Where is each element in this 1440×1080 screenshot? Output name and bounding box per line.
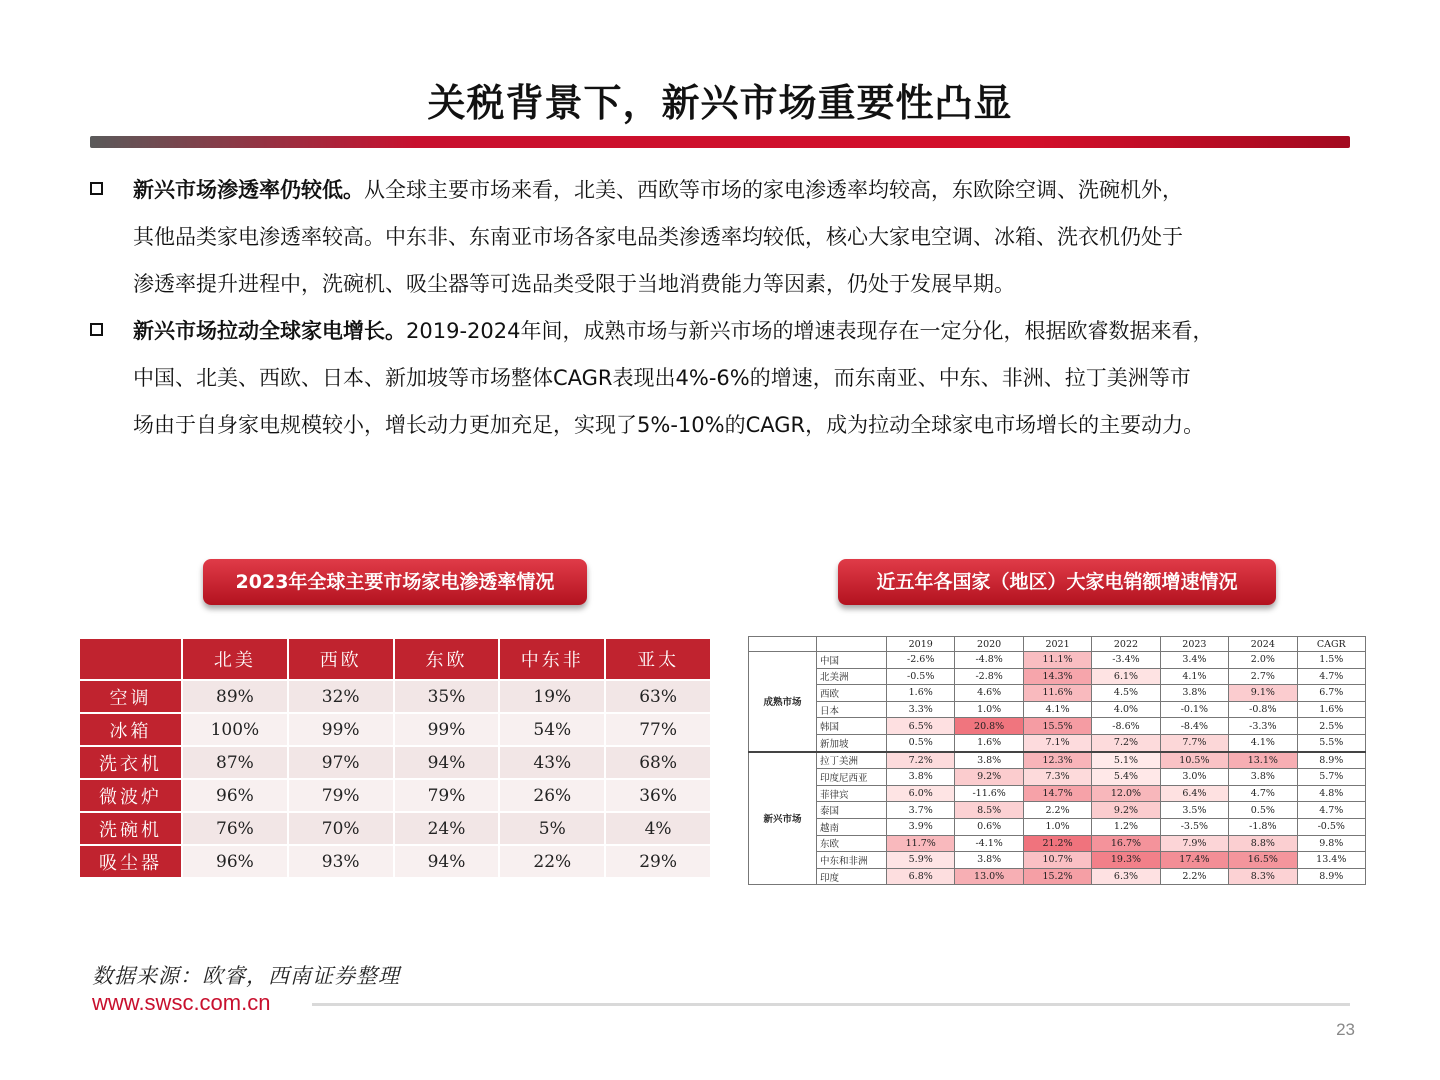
bullet-growth bbox=[90, 308, 1390, 449]
column-header: 亚太 bbox=[605, 638, 711, 680]
row-header: 微波炉 bbox=[79, 779, 182, 812]
growth-cell: 3.8% bbox=[1229, 769, 1297, 786]
growth-cell: -11.6% bbox=[955, 785, 1023, 802]
penetration-cell: 63% bbox=[605, 680, 711, 713]
growth-cell: -0.1% bbox=[1160, 701, 1228, 718]
penetration-cell: 99% bbox=[394, 713, 500, 746]
bullet-heading: 新兴市场拉动全球家电增长。 bbox=[133, 319, 406, 343]
region-name: 印度尼西亚 bbox=[817, 769, 887, 786]
penetration-cell: 32% bbox=[288, 680, 394, 713]
growth-cell: 7.2% bbox=[887, 752, 955, 769]
penetration-header-row bbox=[79, 638, 711, 680]
corner-cell bbox=[817, 637, 887, 652]
growth-cell: 7.3% bbox=[1023, 769, 1091, 786]
growth-cell: 6.1% bbox=[1092, 668, 1160, 685]
penetration-cell: 100% bbox=[182, 713, 288, 746]
growth-cell: 3.4% bbox=[1160, 652, 1228, 669]
growth-row bbox=[749, 818, 1366, 835]
growth-row bbox=[749, 852, 1366, 869]
website-link[interactable]: www.swsc.com.cn bbox=[92, 990, 271, 1015]
penetration-cell: 94% bbox=[394, 845, 500, 878]
growth-cell: 4.1% bbox=[1229, 734, 1297, 751]
column-header: CAGR bbox=[1297, 637, 1365, 652]
growth-cell: 3.0% bbox=[1160, 769, 1228, 786]
growth-cell: 2.5% bbox=[1297, 718, 1365, 735]
penetration-cell: 79% bbox=[394, 779, 500, 812]
penetration-cell: 99% bbox=[288, 713, 394, 746]
penetration-row bbox=[79, 713, 711, 746]
growth-cell: 5.1% bbox=[1092, 752, 1160, 769]
growth-row bbox=[749, 668, 1366, 685]
growth-cell: 15.2% bbox=[1023, 868, 1091, 885]
growth-cell: 16.7% bbox=[1092, 835, 1160, 852]
growth-row bbox=[749, 769, 1366, 786]
growth-row bbox=[749, 802, 1366, 819]
growth-cell: 3.9% bbox=[887, 818, 955, 835]
growth-cell: 3.8% bbox=[955, 752, 1023, 769]
growth-cell: 6.8% bbox=[887, 868, 955, 885]
growth-cell: 15.5% bbox=[1023, 718, 1091, 735]
region-name: 越南 bbox=[817, 818, 887, 835]
column-header: 2023 bbox=[1160, 637, 1228, 652]
penetration-cell: 96% bbox=[182, 845, 288, 878]
growth-cell: 10.7% bbox=[1023, 852, 1091, 869]
growth-row bbox=[749, 685, 1366, 702]
penetration-cell: 96% bbox=[182, 779, 288, 812]
growth-cell: 1.6% bbox=[955, 734, 1023, 751]
region-name: 拉丁美洲 bbox=[817, 752, 887, 769]
growth-cell: 1.2% bbox=[1092, 818, 1160, 835]
row-header: 吸尘器 bbox=[79, 845, 182, 878]
growth-cell: 8.8% bbox=[1229, 835, 1297, 852]
growth-cell: 19.3% bbox=[1092, 852, 1160, 869]
growth-cell: 10.5% bbox=[1160, 752, 1228, 769]
growth-cell: 4.7% bbox=[1297, 802, 1365, 819]
corner-cell bbox=[79, 638, 182, 680]
growth-row bbox=[749, 752, 1366, 769]
corner-cell bbox=[749, 637, 817, 652]
column-header: 北美 bbox=[182, 638, 288, 680]
penetration-table-title: 2023年全球主要市场家电渗透率情况 bbox=[203, 559, 587, 605]
region-name: 菲律宾 bbox=[817, 785, 887, 802]
growth-cell: 12.0% bbox=[1092, 785, 1160, 802]
growth-cell: 2.0% bbox=[1229, 652, 1297, 669]
growth-cell: -2.6% bbox=[887, 652, 955, 669]
growth-cell: 20.8% bbox=[955, 718, 1023, 735]
growth-cell: 1.0% bbox=[955, 701, 1023, 718]
growth-cell: -4.8% bbox=[955, 652, 1023, 669]
growth-cell: 0.5% bbox=[887, 734, 955, 751]
growth-cell: 6.5% bbox=[887, 718, 955, 735]
row-header: 洗衣机 bbox=[79, 746, 182, 779]
growth-cell: 8.9% bbox=[1297, 868, 1365, 885]
growth-row bbox=[749, 734, 1366, 751]
growth-cell: 13.0% bbox=[955, 868, 1023, 885]
checkbox-bullet-icon bbox=[90, 323, 103, 336]
growth-cell: -3.5% bbox=[1160, 818, 1228, 835]
penetration-cell: 29% bbox=[605, 845, 711, 878]
growth-cell: 17.4% bbox=[1160, 852, 1228, 869]
bullet-line: 中国、北美、西欧、日本、新加坡等市场整体CAGR表现出4%-6%的增速，而东南亚、中东、非洲、拉丁美洲等市 bbox=[133, 366, 1191, 390]
row-header: 冰箱 bbox=[79, 713, 182, 746]
growth-cell: 6.4% bbox=[1160, 785, 1228, 802]
penetration-cell: 36% bbox=[605, 779, 711, 812]
penetration-row bbox=[79, 746, 711, 779]
growth-cell: 1.6% bbox=[1297, 701, 1365, 718]
growth-cell: 9.2% bbox=[955, 769, 1023, 786]
penetration-cell: 70% bbox=[288, 812, 394, 845]
growth-cell: 9.1% bbox=[1229, 685, 1297, 702]
bullet-text bbox=[133, 308, 1390, 449]
bullet-line: 其他品类家电渗透率较高。中东非、东南亚市场各家电品类渗透率均较低，核心大家电空调、冰箱、洗衣机仍处于 bbox=[133, 225, 1183, 249]
growth-table bbox=[748, 636, 1366, 885]
penetration-cell: 22% bbox=[499, 845, 605, 878]
growth-cell: 11.1% bbox=[1023, 652, 1091, 669]
growth-cell: 4.8% bbox=[1297, 785, 1365, 802]
growth-cell: 3.7% bbox=[887, 802, 955, 819]
growth-row bbox=[749, 785, 1366, 802]
column-header: 东欧 bbox=[394, 638, 500, 680]
region-name: 泰国 bbox=[817, 802, 887, 819]
growth-cell: 21.2% bbox=[1023, 835, 1091, 852]
page-title: 关税背景下，新兴市场重要性凸显 bbox=[427, 81, 1013, 125]
penetration-cell: 24% bbox=[394, 812, 500, 845]
page-number: 23 bbox=[1336, 1020, 1355, 1039]
growth-cell: 0.5% bbox=[1229, 802, 1297, 819]
growth-cell: 3.8% bbox=[1160, 685, 1228, 702]
growth-cell: -0.8% bbox=[1229, 701, 1297, 718]
column-header: 西欧 bbox=[288, 638, 394, 680]
region-name: 北美洲 bbox=[817, 668, 887, 685]
growth-row bbox=[749, 835, 1366, 852]
penetration-cell: 19% bbox=[499, 680, 605, 713]
title-underline bbox=[90, 136, 1350, 148]
group-label: 成熟市场 bbox=[749, 652, 817, 752]
penetration-row bbox=[79, 779, 711, 812]
penetration-row bbox=[79, 812, 711, 845]
growth-cell: 11.6% bbox=[1023, 685, 1091, 702]
penetration-cell: 77% bbox=[605, 713, 711, 746]
growth-cell: 5.4% bbox=[1092, 769, 1160, 786]
growth-cell: 7.2% bbox=[1092, 734, 1160, 751]
bullet-line: 渗透率提升进程中，洗碗机、吸尘器等可选品类受限于当地消费能力等因素，仍处于发展早期。 bbox=[133, 272, 1015, 296]
penetration-cell: 68% bbox=[605, 746, 711, 779]
growth-cell: 16.5% bbox=[1229, 852, 1297, 869]
column-header: 2022 bbox=[1092, 637, 1160, 652]
penetration-row bbox=[79, 845, 711, 878]
growth-cell: 6.7% bbox=[1297, 685, 1365, 702]
footer-divider bbox=[312, 1003, 1350, 1006]
penetration-cell: 35% bbox=[394, 680, 500, 713]
column-header: 2024 bbox=[1229, 637, 1297, 652]
penetration-cell: 54% bbox=[499, 713, 605, 746]
growth-header-row bbox=[749, 637, 1366, 652]
penetration-cell: 89% bbox=[182, 680, 288, 713]
growth-cell: 2.7% bbox=[1229, 668, 1297, 685]
growth-table-title: 近五年各国家（地区）大家电销额增速情况 bbox=[838, 559, 1276, 605]
growth-cell: 14.3% bbox=[1023, 668, 1091, 685]
region-name: 日本 bbox=[817, 701, 887, 718]
growth-cell: 9.2% bbox=[1092, 802, 1160, 819]
growth-cell: 11.7% bbox=[887, 835, 955, 852]
region-name: 西欧 bbox=[817, 685, 887, 702]
growth-cell: 8.3% bbox=[1229, 868, 1297, 885]
growth-row bbox=[749, 868, 1366, 885]
growth-cell: 5.7% bbox=[1297, 769, 1365, 786]
data-source: 数据来源：欧睿，西南证券整理 bbox=[92, 964, 400, 988]
growth-cell: 4.7% bbox=[1229, 785, 1297, 802]
row-header: 空调 bbox=[79, 680, 182, 713]
growth-cell: -4.1% bbox=[955, 835, 1023, 852]
penetration-cell: 26% bbox=[499, 779, 605, 812]
growth-cell: 1.0% bbox=[1023, 818, 1091, 835]
growth-cell: 13.4% bbox=[1297, 852, 1365, 869]
penetration-cell: 5% bbox=[499, 812, 605, 845]
growth-cell: 8.9% bbox=[1297, 752, 1365, 769]
growth-cell: 3.8% bbox=[955, 852, 1023, 869]
growth-row bbox=[749, 701, 1366, 718]
penetration-table bbox=[78, 637, 712, 879]
column-header: 中东非 bbox=[499, 638, 605, 680]
growth-cell: 4.0% bbox=[1092, 701, 1160, 718]
penetration-cell: 4% bbox=[605, 812, 711, 845]
growth-cell: 2.2% bbox=[1023, 802, 1091, 819]
penetration-cell: 94% bbox=[394, 746, 500, 779]
penetration-cell: 79% bbox=[288, 779, 394, 812]
growth-cell: 9.8% bbox=[1297, 835, 1365, 852]
growth-cell: -0.5% bbox=[887, 668, 955, 685]
growth-cell: 4.5% bbox=[1092, 685, 1160, 702]
growth-row bbox=[749, 652, 1366, 669]
region-name: 新加坡 bbox=[817, 734, 887, 751]
growth-cell: 7.9% bbox=[1160, 835, 1228, 852]
growth-cell: -1.8% bbox=[1229, 818, 1297, 835]
growth-cell: 7.1% bbox=[1023, 734, 1091, 751]
growth-cell: 1.6% bbox=[887, 685, 955, 702]
growth-cell: -2.8% bbox=[955, 668, 1023, 685]
region-name: 东欧 bbox=[817, 835, 887, 852]
column-header: 2021 bbox=[1023, 637, 1091, 652]
bullet-heading: 新兴市场渗透率仍较低。 bbox=[133, 178, 364, 202]
penetration-cell: 93% bbox=[288, 845, 394, 878]
growth-cell: 14.7% bbox=[1023, 785, 1091, 802]
bullet-line: 从全球主要市场来看，北美、西欧等市场的家电渗透率均较高，东欧除空调、洗碗机外， bbox=[364, 178, 1183, 202]
region-name: 韩国 bbox=[817, 718, 887, 735]
growth-cell: 3.8% bbox=[887, 769, 955, 786]
bullet-line: 场由于自身家电规模较小，增长动力更加充足，实现了5%-10%的CAGR，成为拉动全球家电市场增长的主要动力。 bbox=[133, 413, 1205, 437]
growth-cell: 5.5% bbox=[1297, 734, 1365, 751]
growth-cell: 6.0% bbox=[887, 785, 955, 802]
growth-cell: 3.5% bbox=[1160, 802, 1228, 819]
penetration-cell: 97% bbox=[288, 746, 394, 779]
bullet-penetration bbox=[90, 167, 1390, 308]
growth-cell: 7.7% bbox=[1160, 734, 1228, 751]
growth-cell: 4.1% bbox=[1160, 668, 1228, 685]
growth-cell: 5.9% bbox=[887, 852, 955, 869]
penetration-cell: 76% bbox=[182, 812, 288, 845]
growth-cell: 13.1% bbox=[1229, 752, 1297, 769]
growth-row bbox=[749, 718, 1366, 735]
growth-cell: 4.7% bbox=[1297, 668, 1365, 685]
bullet-text bbox=[133, 167, 1390, 308]
growth-cell: 12.3% bbox=[1023, 752, 1091, 769]
penetration-row bbox=[79, 680, 711, 713]
region-name: 中国 bbox=[817, 652, 887, 669]
region-name: 印度 bbox=[817, 868, 887, 885]
bullet-line: 2019-2024年间，成熟市场与新兴市场的增速表现存在一定分化，根据欧睿数据来看， bbox=[406, 319, 1214, 343]
growth-cell: -0.5% bbox=[1297, 818, 1365, 835]
growth-cell: 3.3% bbox=[887, 701, 955, 718]
growth-cell: 2.2% bbox=[1160, 868, 1228, 885]
growth-cell: 8.5% bbox=[955, 802, 1023, 819]
growth-cell: -3.3% bbox=[1229, 718, 1297, 735]
growth-cell: 1.5% bbox=[1297, 652, 1365, 669]
growth-cell: -8.4% bbox=[1160, 718, 1228, 735]
penetration-cell: 43% bbox=[499, 746, 605, 779]
growth-cell: 6.3% bbox=[1092, 868, 1160, 885]
growth-cell: -8.6% bbox=[1092, 718, 1160, 735]
column-header: 2020 bbox=[955, 637, 1023, 652]
row-header: 洗碗机 bbox=[79, 812, 182, 845]
checkbox-bullet-icon bbox=[90, 182, 103, 195]
penetration-cell: 87% bbox=[182, 746, 288, 779]
group-label: 新兴市场 bbox=[749, 752, 817, 885]
growth-cell: 0.6% bbox=[955, 818, 1023, 835]
growth-cell: -3.4% bbox=[1092, 652, 1160, 669]
column-header: 2019 bbox=[887, 637, 955, 652]
region-name: 中东和非洲 bbox=[817, 852, 887, 869]
growth-cell: 4.6% bbox=[955, 685, 1023, 702]
growth-cell: 4.1% bbox=[1023, 701, 1091, 718]
